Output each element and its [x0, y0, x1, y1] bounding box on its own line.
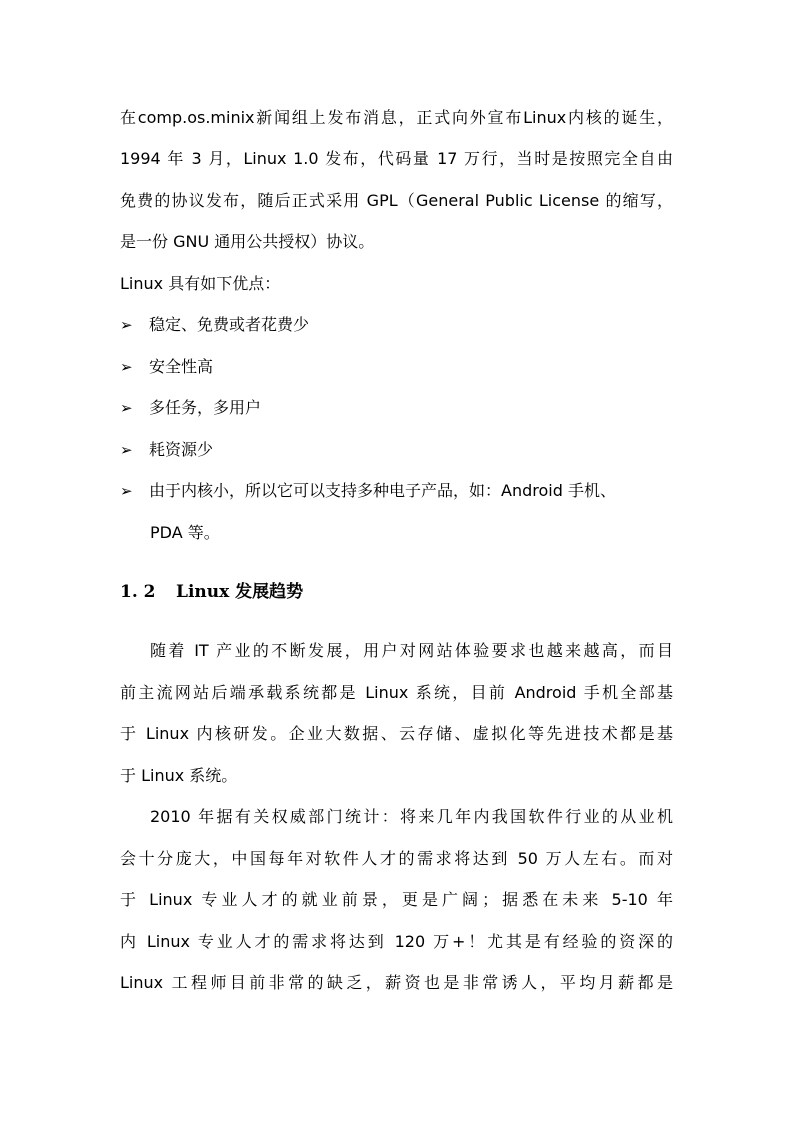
para2-line-1: 随着 IT 产业的不断发展，用户对网站体验要求也越来越高，而目	[150, 641, 673, 660]
bullet-arrow-icon: ➢	[120, 316, 133, 334]
para1-line-4: 是一份 GNU 通用公共授权）协议。	[120, 232, 375, 251]
bullet-arrow-icon: ➢	[120, 441, 133, 459]
para2-line-3: 于 Linux 内核研发。企业大数据、云存储、虚拟化等先进技术都是基	[120, 724, 673, 743]
para2-line-4: 于 Linux 系统。	[120, 766, 238, 785]
bullet-arrow-icon: ➢	[120, 482, 133, 500]
para2-line-2: 前主流网站后端承载系统都是 Linux 系统，目前 Android 手机全部基	[120, 683, 673, 702]
list-item	[120, 387, 673, 428]
list-item	[120, 470, 673, 511]
section-title: Linux 发展趋势	[176, 582, 304, 602]
list-item	[120, 429, 673, 470]
para3-line-5: Linux 工程师目前非常的缺乏，薪资也是非常诱人，平均月薪都是	[120, 973, 673, 992]
advantages-intro: Linux 具有如下优点：	[120, 274, 281, 293]
section-number: 1. 2	[120, 582, 156, 602]
para1-line-2: 1994 年 3 月，Linux 1.0 发布，代码量 17 万行，当时是按照完全自由	[120, 149, 673, 168]
list-item-text: 安全性高	[149, 357, 214, 376]
para3-line-1: 2010 年据有关权威部门统计：将来几年内我国软件行业的从业机	[150, 807, 673, 826]
para3-line-2: 会十分庞大，中国每年对软件人才的需求将达到 50 万人左右。而对	[120, 849, 673, 868]
bullet-arrow-icon: ➢	[120, 358, 133, 376]
bullet-arrow-icon: ➢	[120, 399, 133, 417]
para1-line-3: 免费的协议发布，随后正式采用 GPL（General Public License 的缩写，	[120, 191, 673, 210]
para3-line-3: 于 Linux 专业人才的就业前景，更是广阔；据悉在未来 5-10 年	[120, 890, 673, 909]
list-item-text: 耗资源少	[149, 440, 214, 459]
section-heading	[120, 572, 303, 613]
para1-line-1: 在comp.os.minix新闻组上发布消息，正式向外宣布Linux内核的诞生，	[120, 108, 673, 127]
list-item-text: 多任务，多用户	[149, 398, 262, 417]
list-item	[120, 304, 673, 345]
list-item	[120, 346, 673, 387]
list-item-continuation: PDA 等。	[150, 523, 220, 542]
list-item-text: 由于内核小，所以它可以支持多种电子产品，如：Android 手机、	[149, 481, 616, 500]
list-item-text: 稳定、免费或者花费少	[149, 315, 310, 334]
para3-line-4: 内 Linux 专业人才的需求将达到 120 万+！尤其是有经验的资深的	[120, 932, 673, 951]
